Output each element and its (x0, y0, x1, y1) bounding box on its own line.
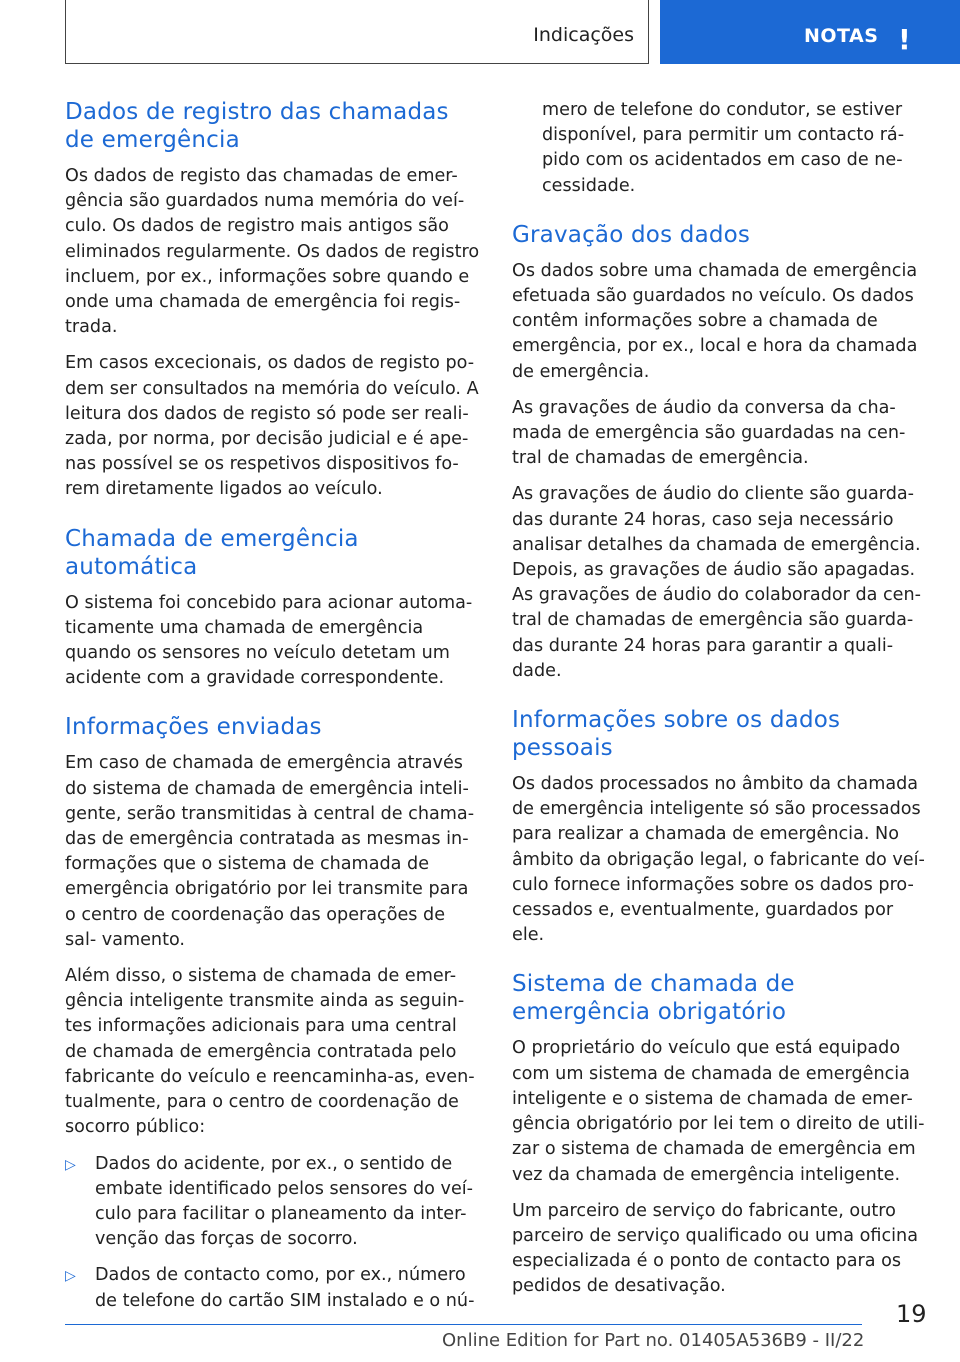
left-column (65, 98, 481, 1336)
section-title: Indicações (533, 24, 634, 46)
footer-divider (65, 1324, 862, 1325)
heading: Informações sobre os dados pessoais (512, 707, 841, 762)
section-automatic-call (65, 525, 481, 692)
bullet-list (65, 1152, 481, 1314)
section-emergency-records (65, 98, 481, 503)
paragraph: As gravações de áudio da conversa da cha- mada de emergência são guardadas na cen- tral de chamadas de emergência. (512, 397, 906, 469)
paragraph: Um parceiro de serviço do fabricante, outro parceiro de serviço qualificado ou uma oficina especializada é o ponto de contacto para os pedidos de desativação. (512, 1200, 918, 1297)
heading: Gravação dos dados (512, 221, 751, 248)
list-item-text: Dados de contacto como, por ex., número de telefone do cartão SIM instalado e o nú- (95, 1265, 475, 1311)
header-section-box (65, 0, 649, 64)
paragraph: Em caso de chamada de emergência através do sistema de chamada de emergência inteli- gente, serão transmitidas à central de chama- das de emergência contratada as mesmas in- formações que o sistema de chamada de emergência obrigatório por lei transmite para o centro de coordenação das operações de sal- vamento. (65, 753, 475, 950)
section-personal-data (512, 706, 930, 948)
paragraph: O proprietário do veículo que está equipado com um sistema de chamada de emergência inteligente e o sistema de chamada de emer- gência obrigatório por lei tem o direito de utili- zar o sistema de chamada de emergência em vez da chamada de emergência inteligente. (512, 1038, 925, 1185)
heading: Sistema de chamada de emergência obrigatório (512, 971, 795, 1026)
exclamation-icon: ! (898, 23, 911, 56)
list-item (65, 1152, 481, 1253)
triangle-bullet-icon: ▷ (65, 1156, 76, 1173)
heading: Chamada de emergência automática (65, 525, 359, 580)
list-item (65, 1263, 481, 1313)
section-mandatory-system (512, 970, 930, 1299)
paragraph: Os dados processados no âmbito da chamada de emergência inteligente só são processados para realizar a chamada de emergência. No âmbito da obrigação legal, o fabricante do veí- culo fornece informações sobre os dados pro- cessados e, eventualmente, guardados por ele. (512, 774, 925, 946)
notes-tab (660, 0, 960, 64)
footer-edition-text: Online Edition for Part no. 01405A536B9 - II/22 (442, 1330, 865, 1351)
page-number: 19 (896, 1300, 927, 1328)
section-sent-information (65, 713, 481, 1313)
heading: Dados de registro das chamadas de emergência (65, 99, 449, 153)
list-item-text: Dados do acidente, por ex., o sentido de embate identificado pelos sensores do veí- culo para facilitar o planeamento da inter- venção das forças de socorro. (95, 1153, 474, 1250)
heading: Informações enviadas (65, 714, 322, 741)
section-data-recording (512, 221, 930, 684)
paragraph: Os dados sobre uma chamada de emergência efetuada são guardados no veículo. Os dados contêm informações sobre a chamada de emergência, por ex., local e hora da chamada de emergência. (512, 260, 918, 382)
notes-tab-label: NOTAS (804, 25, 879, 47)
right-column (512, 98, 930, 1322)
continued-bullet-text: mero de telefone do condutor, se estiver disponível, para permitir um contacto rá- pido com os acidentados em caso de ne- cessidade. (542, 100, 905, 196)
paragraph: O sistema foi concebido para acionar automa- ticamente uma chamada de emergência quando os sensores no veículo detetam um acidente com a gravidade correspondente. (65, 592, 473, 689)
paragraph: Além disso, o sistema de chamada de emer- gência inteligente transmite ainda as seguin- tes informações adicionais para uma central de chamada de emergência contratada pelo fabricante do veículo e reencaminha-as, even- tualmente, para o centro de coordenação de socorro público: (65, 966, 475, 1138)
paragraph: As gravações de áudio do cliente são guarda- das durante 24 horas, caso seja necessário analisar detalhes da chamada de emergência. Depois, as gravações de áudio são apagadas. As gravações de áudio do colaborador da cen- tral de chamadas de emergência são guarda- das durante 24 horas para garantir a quali- dade. (512, 484, 921, 681)
paragraph: Em casos excecionais, os dados de registo po- dem ser consultados na memória do veículo. A leitura dos dados de registo só pode ser reali- zada, por norma, por decisão judicial e é ape- nas possível se os respetivos dispositivos fo- rem diretamente ligados ao veículo. (65, 353, 479, 500)
paragraph: Os dados de registo das chamadas de emer- gência são guardados numa memória do veí- culo. Os dados de registro mais antigos são eliminados regularmente. Os dados de registro incluem, por ex., informações sobre quando e onde uma chamada de emergência foi regis- trada. (65, 166, 480, 338)
triangle-bullet-icon: ▷ (65, 1268, 76, 1285)
